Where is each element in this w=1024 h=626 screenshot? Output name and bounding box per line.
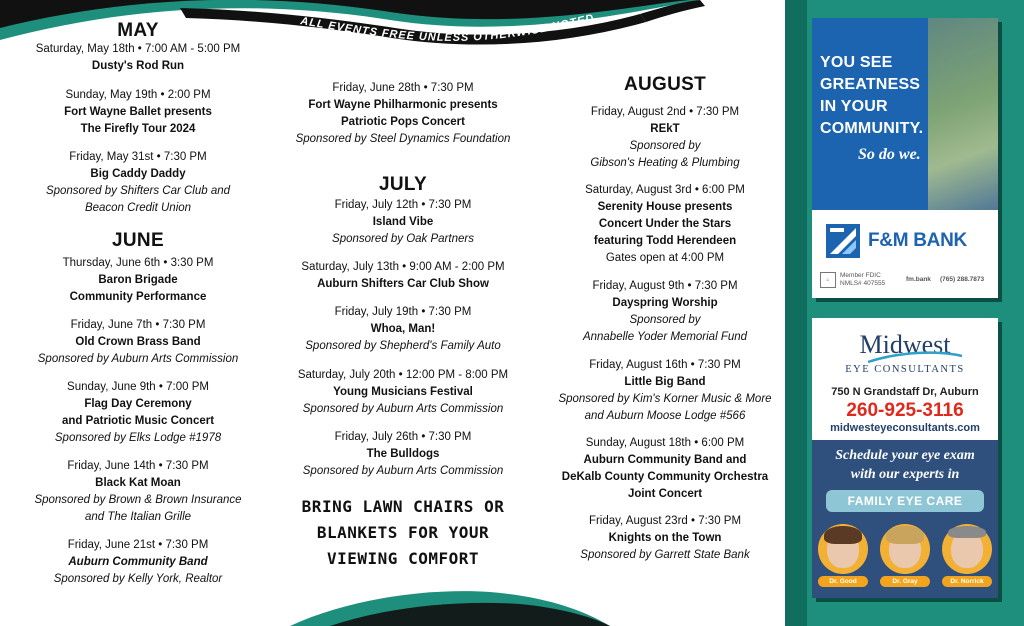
- event-item: [8, 458, 268, 526]
- doctor-label: Dr. Gray: [880, 576, 930, 587]
- event-item: [8, 255, 268, 306]
- event-name: The Bulldogs: [366, 448, 440, 460]
- event-name-line3: featuring Todd Herendeen: [593, 235, 737, 247]
- event-sponsor: Sponsored by Auburn Arts Commission: [302, 403, 504, 415]
- event-name: Knights on the Town: [608, 532, 722, 544]
- event-name-line2: Community Performance: [69, 291, 207, 303]
- event-date: Friday, May 31st • 7:30 PM: [69, 151, 207, 163]
- doctor-photo: [880, 524, 930, 585]
- event-name-line2: Patriotic Pops Concert: [341, 116, 465, 128]
- fm-headline-line: YOU SEE: [820, 54, 893, 71]
- event-date: Sunday, August 18th • 6:00 PM: [585, 437, 745, 449]
- schedule-line: Schedule your eye exam: [835, 448, 975, 463]
- doctor-label: Dr. Norrick: [942, 576, 992, 587]
- event-name: Dayspring Worship: [612, 297, 718, 309]
- event-sponsor: Sponsored by Garrett State Bank: [580, 549, 750, 561]
- fm-headline-line: IN YOUR: [820, 98, 888, 115]
- event-sponsor-line2: and The Italian Grille: [84, 511, 192, 523]
- month-heading-august: AUGUST: [623, 74, 707, 95]
- bottom-swoosh: [290, 588, 610, 626]
- event-sponsor-line2: Annabelle Yoder Memorial Fund: [582, 331, 748, 343]
- event-item: [278, 304, 528, 355]
- event-sponsor: Sponsored by Shifters Car Club and: [45, 185, 231, 197]
- event-name: Dusty's Rod Run: [91, 60, 185, 72]
- event-date: Saturday, July 20th • 12:00 PM - 8:00 PM: [297, 369, 509, 381]
- note-line: BLANKETS FOR YOUR: [316, 523, 490, 542]
- doctor-hair: [886, 526, 924, 544]
- event-item: [278, 80, 528, 148]
- event-sponsor: Sponsored by: [629, 314, 701, 326]
- event-sponsor-line2: and Auburn Moose Lodge #566: [584, 410, 746, 422]
- midwest-logo-name: Midwest: [859, 330, 951, 359]
- sidebar-strip: [785, 0, 807, 626]
- event-date: Friday, August 23rd • 7:30 PM: [588, 515, 742, 527]
- midwest-subtitle: EYE CONSULTANTS: [845, 364, 965, 375]
- event-date: Friday, August 9th • 7:30 PM: [592, 280, 738, 292]
- event-item: [278, 197, 528, 248]
- month-heading-june: JUNE: [112, 230, 164, 251]
- event-item: [278, 429, 528, 480]
- event-sponsor: Sponsored by Kim's Korner Music & More: [558, 393, 772, 405]
- event-name: Little Big Band: [624, 376, 706, 388]
- event-name: Flag Day Ceremony: [84, 398, 192, 410]
- event-sponsor: Sponsored by Kelly York, Realtor: [53, 573, 223, 585]
- midwest-address: 750 N Grandstaff Dr, Auburn: [831, 386, 979, 398]
- fm-ad-hero: [812, 18, 998, 210]
- note-line: VIEWING COMFORT: [327, 549, 479, 568]
- event-name-line2: DeKalb County Community Orchestra: [561, 471, 769, 483]
- event-date: Friday, June 28th • 7:30 PM: [332, 82, 474, 94]
- svg-text:ALL EVENTS FREE UNLESS OTHERWI: [299, 12, 596, 44]
- event-note: Gates open at 4:00 PM: [605, 252, 725, 264]
- event-name-line3: Joint Concert: [627, 488, 703, 500]
- fm-phone: (765) 288.7873: [940, 276, 985, 283]
- month-heading-july: JULY: [378, 174, 428, 195]
- event-date: Friday, July 26th • 7:30 PM: [334, 431, 472, 443]
- fm-ad-photo: [928, 18, 998, 210]
- event-sponsor: Sponsored by Auburn Arts Commission: [302, 465, 504, 477]
- event-date: Friday, July 19th • 7:30 PM: [334, 306, 472, 318]
- event-item: [540, 435, 790, 503]
- event-name: Black Kat Moan: [95, 477, 181, 489]
- event-name: REkT: [650, 123, 680, 135]
- month-heading-may: MAY: [117, 20, 159, 41]
- event-date: Sunday, May 19th • 2:00 PM: [65, 89, 211, 101]
- banner-text: ALL EVENTS FREE UNLESS OTHERWISE NOTED: [299, 12, 596, 44]
- event-item: [278, 259, 528, 293]
- doctor-hair: [824, 526, 862, 544]
- event-name-line2: and Patriotic Music Concert: [61, 415, 215, 427]
- nmls-text: NMLS# 407555: [840, 280, 886, 287]
- equal-housing-lender-icon: ⌂: [820, 272, 836, 288]
- schedule-line: with our experts in: [850, 467, 960, 482]
- fm-fdic: [840, 272, 885, 288]
- event-sponsor: Sponsored by Oak Partners: [332, 233, 474, 245]
- event-name: Island Vibe: [372, 216, 434, 228]
- event-item: [540, 182, 790, 267]
- lawn-chairs-note: [278, 494, 528, 572]
- event-sponsor: Sponsored by: [629, 140, 701, 152]
- event-item: [8, 149, 268, 217]
- event-date: Sunday, June 9th • 7:00 PM: [67, 381, 209, 393]
- midwest-eye-ad[interactable]: [812, 318, 998, 598]
- event-date: Friday, July 12th • 7:30 PM: [334, 199, 472, 211]
- event-name: Auburn Community Band: [68, 556, 208, 568]
- event-name: Fort Wayne Ballet presents: [64, 106, 212, 118]
- fm-website-link[interactable]: fm.bank: [906, 276, 931, 283]
- event-item: [8, 41, 268, 75]
- fm-bank-ad[interactable]: [812, 18, 998, 298]
- event-name-line2: Concert Under the Stars: [598, 218, 732, 230]
- midwest-phone: 260-925-3116: [846, 400, 964, 421]
- event-item: [8, 537, 268, 588]
- event-sponsor-line2: Gibson's Heating & Plumbing: [590, 157, 740, 169]
- family-eye-care-badge: FAMILY EYE CARE: [826, 490, 984, 512]
- event-name-line2: The Firefly Tour 2024: [80, 123, 196, 135]
- event-date: Friday, June 14th • 7:30 PM: [67, 460, 209, 472]
- note-line: BRING LAWN CHAIRS OR: [301, 497, 505, 516]
- event-sponsor: Sponsored by Shepherd's Family Auto: [305, 340, 501, 352]
- fm-headline-line: COMMUNITY.: [820, 120, 924, 137]
- fdic-text: Member FDIC: [840, 272, 881, 279]
- event-date: Friday, June 21st • 7:30 PM: [67, 539, 209, 551]
- event-date: Friday, June 7th • 7:30 PM: [70, 319, 206, 331]
- fm-bank-name: F&M BANK: [868, 230, 967, 251]
- event-sponsor: Sponsored by Elks Lodge #1978: [54, 432, 222, 444]
- event-name: Fort Wayne Philharmonic presents: [308, 99, 498, 111]
- event-date: Saturday, July 13th • 9:00 AM - 2:00 PM: [301, 261, 505, 273]
- event-item: [540, 513, 790, 564]
- event-sponsor: Sponsored by Brown & Brown Insurance: [34, 494, 242, 506]
- fm-headline-line: GREATNESS: [820, 76, 921, 93]
- midwest-schedule-text: [812, 446, 998, 484]
- event-date: Friday, August 16th • 7:30 PM: [589, 359, 741, 371]
- event-name: Auburn Community Band and: [583, 454, 747, 466]
- event-date: Saturday, May 18th • 7:00 AM - 5:00 PM: [35, 43, 241, 55]
- event-item: [8, 87, 268, 138]
- doctor-photo: [942, 524, 992, 585]
- event-date: Friday, August 2nd • 7:30 PM: [590, 106, 740, 118]
- event-item: [8, 317, 268, 368]
- event-item: [278, 367, 528, 418]
- event-name: Big Caddy Daddy: [90, 168, 186, 180]
- fm-bank-logo-icon: [826, 224, 860, 258]
- fm-tagline: So do we.: [858, 146, 921, 163]
- midwest-swoosh-icon: [858, 346, 968, 366]
- doctor-label: Dr. Good: [818, 576, 868, 587]
- event-name: Young Musicians Festival: [333, 386, 473, 398]
- event-sponsor: Sponsored by Auburn Arts Commission: [37, 353, 239, 365]
- event-name: Serenity House presents: [597, 201, 733, 213]
- event-item: [540, 278, 790, 346]
- event-name: Whoa, Man!: [370, 323, 436, 335]
- event-name: Baron Brigade: [98, 274, 178, 286]
- event-sponsor: Sponsored by Steel Dynamics Foundation: [295, 133, 511, 145]
- event-sponsor-line2: Beacon Credit Union: [84, 202, 192, 214]
- event-item: [540, 357, 790, 425]
- event-name: Old Crown Brass Band: [75, 336, 201, 348]
- midwest-website-link[interactable]: midwesteyeconsultants.com: [830, 422, 980, 434]
- event-name: Auburn Shifters Car Club Show: [317, 278, 489, 290]
- event-date: Thursday, June 6th • 3:30 PM: [62, 257, 214, 269]
- event-date: Saturday, August 3rd • 6:00 PM: [585, 184, 745, 196]
- event-item: [540, 104, 790, 172]
- event-item: [8, 379, 268, 447]
- doctor-photo: [818, 524, 868, 585]
- doctor-hair: [948, 526, 986, 538]
